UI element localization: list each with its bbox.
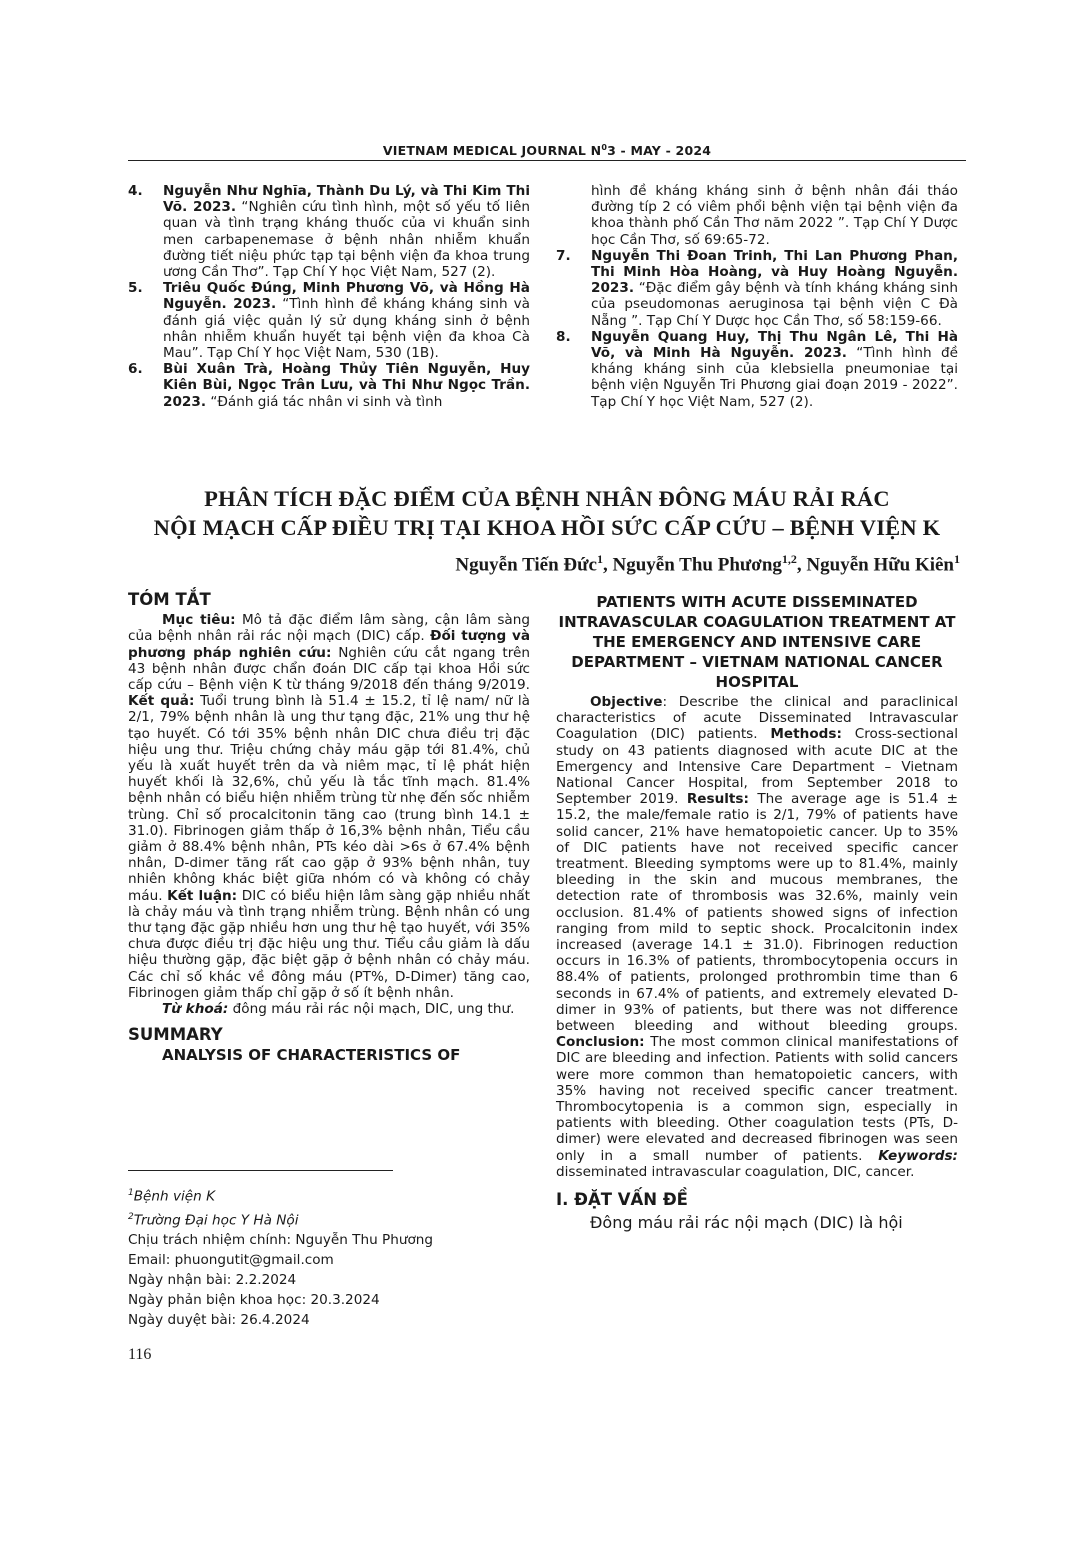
tom-tat-heading: TÓM TẮT bbox=[128, 590, 211, 609]
summary-title-part1: ANALYSIS OF CHARACTERISTICS OF bbox=[162, 1046, 461, 1065]
vn-abstract-column bbox=[128, 592, 530, 1064]
date-received: Ngày nhận bài: 2.2.2024 bbox=[128, 1272, 297, 1289]
intro-heading: I. ĐẶT VẤN ĐỀ bbox=[556, 1190, 688, 1210]
author-name: Nguyễn Hữu Kiên bbox=[806, 554, 954, 576]
footnotes bbox=[128, 1183, 528, 1330]
en-abstract-column bbox=[556, 592, 958, 1234]
date-accepted: Ngày duyệt bài: 26.4.2024 bbox=[128, 1312, 310, 1329]
reference-item: 6. Bùi Xuân Trà, Hoàng Thủy Tiên Nguyễn, Huy Kiên Bùi, Ngọc Trân Lưu, và Thi Như Ngọc Trần. 2023. “Đánh giá tác nhân vi sinh và tình bbox=[128, 361, 530, 410]
page-number: 116 bbox=[128, 1346, 152, 1363]
en-abstract-body: Objective: Describe the clinical and paraclinical characteristics of acute Disseminated Intravascular Coagulation (DIC) patients. Methods: Cross-sectional study on 43 patients diagnosed with acute DIC at the Emergency and Intensive Care Department – Vietnam National Cancer Hospital, from September 2018 to September 2019. Results: The average age is 51.4 ± 15.2, the male/female ratio is 2/1, 79% of patients have solid cancer, 21% have hematopoietic cancer. Up to 35% of DIC patients have not received specific cancer treatment. Bleeding symptoms were up to 81.4%, mainly bleeding in the skin and mucous membranes, the detection rate of thrombosis was 32.6%, mainly vein occlusion. 81.4% of patients showed signs of infection ranging from mild to septic shock. Procalcitonin index increased (average 14.1 ± 31.0). Fibrinogen reduction occurs in 16.3% of patients, thrombocytopenia occurs in 88.4% of patients, prolonged prothrombin time than 6 seconds in 67.4% of patients, and extremely elevated D-dimer in 93% of patients, but there was not difference between bleeding and without bleeding groups. Conclusion: The most common clinical manifestations of DIC are bleeding and infection. Patients with solid cancers were more common than hematopoietic cancers, with 35% having not received specific cancer treatment. Thrombocytopenia is a common sign, especially in patients with bleeding. Other coagulation tests (PTs, D-dimer) were elevated and decreased fibrinogen was seen only in a small number of patients. Keywords: disseminated intravascular coagulation, DIC, cancer. bbox=[556, 694, 958, 1180]
vn-keywords: Từ khoá: đông máu rải rác nội mạch, DIC, ung thư. bbox=[162, 1001, 515, 1018]
reference-item: 4. Nguyễn Như Nghĩa, Thành Du Lý, và Thi Kim Thi Võ. 2023. “Nghiên cứu tình hình, một số yếu tố liên quan và tình trạng kháng thuốc của vi khuẩn sinh men carbapenemase ở bệnh nhân nhiễm khuẩn đường tiết niệu phức tạp tại bệnh viện đa khoa trung ương Cần Thơ”. Tạp Chí Y học Việt Nam, 527 (2). bbox=[128, 183, 530, 281]
footnote-rule bbox=[128, 1170, 393, 1171]
email: Email: phuongutit@gmail.com bbox=[128, 1252, 334, 1269]
reference-item: 8. Nguyễn Quang Huy, Thị Thu Ngân Lê, Thi Hà Võ, và Minh Hà Nguyễn. 2023. “Tình hình đề kháng kháng sinh của klebsiella pneumoniae tại bệnh viện Nguyễn Tri Phương giai đoạn 2019 - 2022”. Tạp Chí Y học Việt Nam, 527 (2). bbox=[556, 328, 958, 410]
header-rule bbox=[128, 160, 966, 161]
title-line-2: NỘI MẠCH CẤP ĐIỀU TRỊ TẠI KHOA HỒI SỨC CẤP CỨU – BỆNH VIỆN K bbox=[153, 515, 941, 540]
reference-item-continued: hình đề kháng kháng sinh ở bệnh nhân đái tháo đường típ 2 có viêm phổi bệnh viện tại bệnh viện đa khoa thành phố Cần Thơ năm 2022 ”. Tạp Chí Y Dược học Cần Thơ, số 69:65-72. bbox=[591, 183, 958, 248]
summary-heading: SUMMARY bbox=[128, 1025, 223, 1045]
references-right bbox=[556, 183, 958, 410]
references-left bbox=[128, 183, 530, 410]
reference-item: 7. Nguyễn Thi Đoan Trinh, Thi Lan Phương Phan, Thi Minh Hòa Hoàng, và Huy Hoàng Nguyễn. 2023. “Đặc điểm gây bệnh và tính kháng kháng sinh của pseudomonas aeruginosa tại bệnh viện C Đà Nẵng ”. Tạp Chí Y Dược học Cần Thơ, số 58:159-66. bbox=[556, 247, 958, 329]
reference-item: 5. Triêu Quốc Đúng, Minh Phương Võ, và Hồng Hà Nguyễn. 2023. “Tình hình đề kháng kháng sinh và đánh giá việc quản lý sử dụng kháng sinh ở bệnh nhân nhiễm khuẩn huyết tại bệnh viện đa khoa Cà Mau”. Tạp Chí Y học Việt Nam, 530 (1B). bbox=[128, 280, 530, 362]
author-line: Nguyễn Tiến Đức$^1$, Nguyễn Thu Phương$^{1,2}$, Nguyễn Hữu Kiên$^1$ bbox=[455, 552, 960, 576]
intro-text: Đông máu rải rác nội mạch (DIC) là hội bbox=[590, 1213, 903, 1233]
affiliation-1: $^1$Bệnh viện K bbox=[128, 1188, 216, 1205]
title-line-1: PHÂN TÍCH ĐẶC ĐIỂM CỦA BỆNH NHÂN ĐÔNG MÁU RẢI RÁC bbox=[204, 486, 890, 511]
article-title bbox=[128, 484, 966, 542]
vn-abstract-body: Mục tiêu: Mô tả đặc điểm lâm sàng, cận lâm sàng của bệnh nhân rải rác nội mạch (DIC) cấp. Đối tượng và phương pháp nghiên cứu: Nghiên cứu cắt ngang trên 43 bệnh nhân được chẩn đoán DIC cấp tại khoa Hồi sức cấp cứu – Bệnh viện K từ tháng 9/2018 đến tháng 9/2019. Kết quả: Tuổi trung bình là 51.4 ± 15.2, tỉ lệ nam/ nữ là 2/1, 79% bệnh nhân là ung thư tạng đặc, 21% ung thư hệ tạo huyết. Có tới 35% bệnh nhân DIC chưa điều trị đặc hiệu ung thư. Triệu chứng chảy máu gặp tới 81.4%, chủ yếu là xuất huyết trên da và niêm mạc, tỉ lệ phát hiện huyết khối là 32,6%, chủ yếu là tắc tĩnh mạch. 81.4% bệnh nhân có biểu hiện nhiễm trùng từ nhẹ đến sốc nhiễm trùng. Chỉ số procalcitonin tăng cao (trung bình 14.1 ± 31.0). Fibrinogen giảm thấp ở 16,3% bệnh nhân, Tiểu cầu giảm ở 88.4% bệnh nhân, PTs kéo dài >6s ở 67.4% bệnh nhân, D-dimer tăng rất cao gặp ở 93% bệnh nhân, tuy nhiên không khác biệt giữa nhóm có và không có chảy máu. Kết luận: DIC có biểu hiện lâm sàng gặp nhiều nhất là chảy máu và tình trạng nhiễm trùng. Bệnh nhân có ung thư tạng đặc gặp nhiều hơn ung thư hệ tạo huyết, với 35% chưa được điều trị đặc hiệu ung thư. Tiểu cầu giảm là dấu hiệu thường gặp, đặc biệt gặp ở bệnh nhân có chảy máu. Các chỉ số khác về đông máu (PT%, D-Dimer) tăng cao, Fibrinogen giảm thấp chỉ gặp ở số ít bệnh nhân. bbox=[128, 612, 531, 1001]
affiliation-2: $^2$Trường Đại học Y Hà Nội bbox=[128, 1211, 299, 1229]
summary-title-part2: PATIENTS WITH ACUTE DISSEMINATED INTRAVASCULAR COAGULATION TREATMENT AT THE EMERGENCY AND INTENSIVE CARE DEPARTMENT – VIETNAM NATIONAL CANCER HOSPITAL bbox=[558, 593, 956, 691]
author-name: Nguyễn Tiến Đức bbox=[455, 554, 597, 576]
date-reviewed: Ngày phản biện khoa học: 20.3.2024 bbox=[128, 1292, 380, 1309]
author-name: Nguyễn Thu Phương bbox=[612, 554, 782, 576]
running-header: VIETNAM MEDICAL JOURNAL $N^03$ - MAY - 2024 bbox=[382, 143, 712, 159]
corresponding-author: Chịu trách nhiệm chính: Nguyễn Thu Phương bbox=[128, 1232, 434, 1249]
